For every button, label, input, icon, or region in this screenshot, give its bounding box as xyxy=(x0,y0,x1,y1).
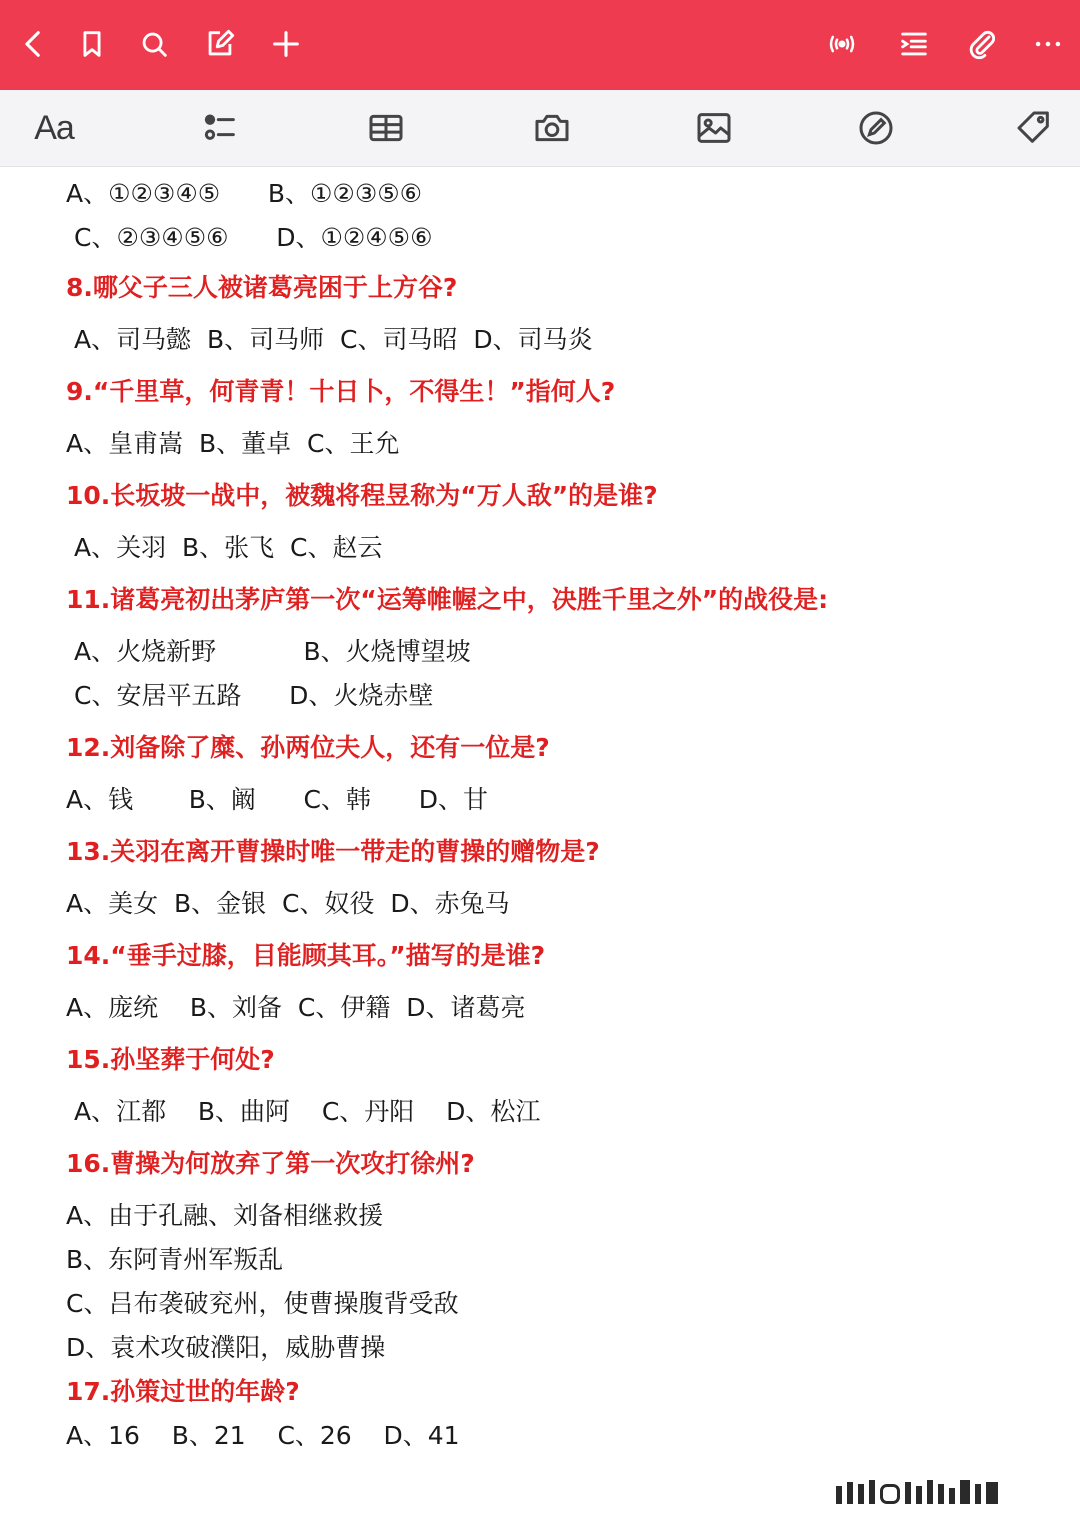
image-icon[interactable] xyxy=(686,102,742,154)
top-navigation-bar xyxy=(0,0,1080,90)
question-17-options: A、16 B、21 C、26 D、41 xyxy=(66,1421,460,1450)
question-8: 8.哪父子三人被诸葛亮困于上方谷? xyxy=(66,273,458,302)
question-16-option-c: C、吕布袭破兖州，使曹操腹背受敌 xyxy=(66,1289,459,1318)
checklist-icon[interactable] xyxy=(192,102,248,154)
question-16-option-b: B、东阿青州军叛乱 xyxy=(66,1245,284,1274)
back-icon[interactable] xyxy=(12,22,56,66)
question-13-options: A、美女 B、金银 C、奴役 D、赤兔马 xyxy=(66,889,510,918)
more-icon[interactable] xyxy=(1026,22,1070,66)
option-line: A、①②③④⑤ B、①②③⑤⑥ xyxy=(66,179,423,208)
tag-icon[interactable] xyxy=(1006,102,1062,154)
question-16: 16.曹操为何放弃了第一次攻打徐州? xyxy=(66,1149,475,1178)
question-10: 10.长坂坡一战中，被魏将程昱称为“万人敌”的是谁? xyxy=(66,481,658,510)
camera-icon[interactable] xyxy=(524,102,580,154)
outline-icon[interactable] xyxy=(892,22,936,66)
table-icon[interactable] xyxy=(358,102,414,154)
edit-icon[interactable] xyxy=(198,22,242,66)
broadcast-icon[interactable] xyxy=(820,22,864,66)
format-toolbar xyxy=(0,90,1080,167)
option-line: C、②③④⑤⑥ D、①②④⑤⑥ xyxy=(74,223,433,252)
question-10-options: A、关羽 B、张飞 C、赵云 xyxy=(74,533,383,562)
bookmark-icon[interactable] xyxy=(70,22,114,66)
question-11-options: A、火烧新野 B、火烧博望坡 xyxy=(74,637,471,666)
watermark-marks xyxy=(836,1478,1058,1504)
question-14: 14.“垂手过膝，目能顾其耳。”描写的是谁? xyxy=(66,941,546,970)
question-16-option-d: D、袁术攻破濮阳，威胁曹操 xyxy=(66,1333,386,1362)
question-12: 12.刘备除了糜、孙两位夫人，还有一位是? xyxy=(66,733,550,762)
font-style-button[interactable] xyxy=(26,102,82,154)
document-body[interactable] xyxy=(0,166,1080,1528)
question-11: 11.诸葛亮初出茅庐第一次“运筹帷幄之中，决胜千里之外”的战役是: xyxy=(66,585,829,614)
question-8-options: A、司马懿 B、司马师 C、司马昭 D、司马炎 xyxy=(74,325,593,354)
question-13: 13.关羽在离开曹操时唯一带走的曹操的赠物是? xyxy=(66,837,600,866)
question-9: 9.“千里草，何青青！十日卜，不得生！”指何人? xyxy=(66,377,616,406)
question-17: 17.孙策过世的年龄? xyxy=(66,1377,300,1406)
font-style-label: Aa xyxy=(34,108,74,147)
attachment-icon[interactable] xyxy=(960,22,1004,66)
question-9-options: A、皇甫嵩 B、董卓 C、王允 xyxy=(66,429,400,458)
question-12-options: A、钱 B、阚 C、韩 D、甘 xyxy=(66,785,488,814)
add-icon[interactable] xyxy=(264,22,308,66)
question-11-options: C、安居平五路 D、火烧赤壁 xyxy=(74,681,434,710)
pen-icon[interactable] xyxy=(848,102,904,154)
question-15-options: A、江都 B、曲阿 C、丹阳 D、松江 xyxy=(74,1097,541,1126)
question-16-option-a: A、由于孔融、刘备相继救援 xyxy=(66,1201,384,1230)
question-14-options: A、庞统 B、刘备 C、伊籍 D、诸葛亮 xyxy=(66,993,526,1022)
question-15: 15.孙坚葬于何处? xyxy=(66,1045,275,1074)
search-icon[interactable] xyxy=(132,22,176,66)
